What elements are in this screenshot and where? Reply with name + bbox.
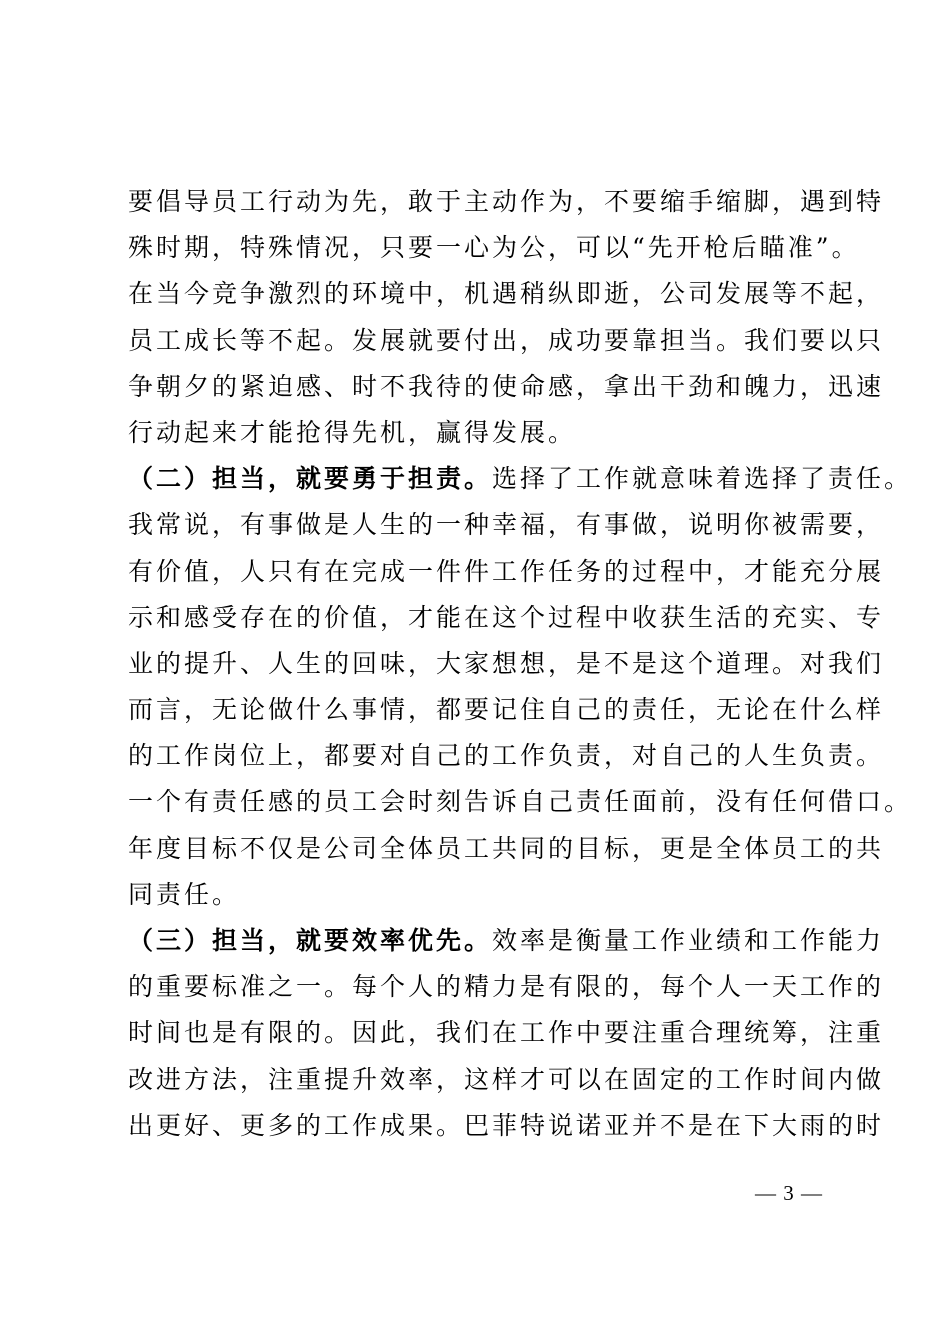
text-line: 员工成长等不起。发展就要付出，成功要靠担当。我们要以只 <box>128 325 885 355</box>
text-line: 我常说，有事做是人生的一种幸福，有事做，说明你被需要， <box>128 510 885 540</box>
section-heading-3-text: 效率是衡量工作业绩和工作能力 <box>492 926 885 955</box>
page-number: — 3 — <box>755 1181 823 1205</box>
text-line: 殊时期，特殊情况，只要一心为公，可以“先开枪后瞄准”。 <box>128 233 860 263</box>
document-body <box>128 179 913 1149</box>
section-heading-2-text: 选择了工作就意味着选择了责任。 <box>492 464 913 494</box>
text-line: 年度目标不仅是公司全体员工共同的目标，更是全体员工的共 <box>128 833 885 863</box>
section-heading-3: （三）担当，就要效率优先。 <box>128 926 493 955</box>
section-heading-2: （二）担当，就要勇于担责。 <box>128 464 493 494</box>
text-line: 的工作岗位上，都要对自己的工作负责，对自己的人生负责。 <box>128 741 885 771</box>
text-line: 而言，无论做什么事情，都要记住自己的责任，无论在什么样 <box>128 695 885 725</box>
text-line: 一个有责任感的员工会时刻告诉自己责任面前，没有任何借口。 <box>128 787 913 817</box>
section-heading-line <box>128 918 885 964</box>
text-line: 同责任。 <box>128 879 241 909</box>
text-line: 出更好、更多的工作成果。巴菲特说诺亚并不是在下大雨的时 <box>128 1110 885 1140</box>
text-line: 要倡导员工行动为先，敢于主动作为，不要缩手缩脚，遇到特 <box>128 187 885 216</box>
text-line: 的重要标准之一。每个人的精力是有限的，每个人一天工作的 <box>128 972 885 1002</box>
text-line: 行动起来才能抢得先机，赢得发展。 <box>128 417 577 447</box>
section-heading-line <box>128 456 913 502</box>
text-line: 业的提升、人生的回味，大家想想，是不是这个道理。对我们 <box>128 648 885 678</box>
text-line: 示和感受存在的价值，才能在这个过程中收获生活的充实、专 <box>128 602 885 632</box>
text-line: 在当今竞争激烈的环境中，机遇稍纵即逝，公司发展等不起， <box>128 279 885 309</box>
text-line: 时间也是有限的。因此，我们在工作中要注重合理统筹，注重 <box>128 1018 885 1048</box>
text-line: 有价值，人只有在完成一件件工作任务的过程中，才能充分展 <box>128 556 885 586</box>
text-line: 改进方法，注重提升效率，这样才可以在固定的工作时间内做 <box>128 1064 885 1094</box>
text-line: 争朝夕的紧迫感、时不我待的使命感，拿出干劲和魄力，迅速 <box>128 371 885 401</box>
